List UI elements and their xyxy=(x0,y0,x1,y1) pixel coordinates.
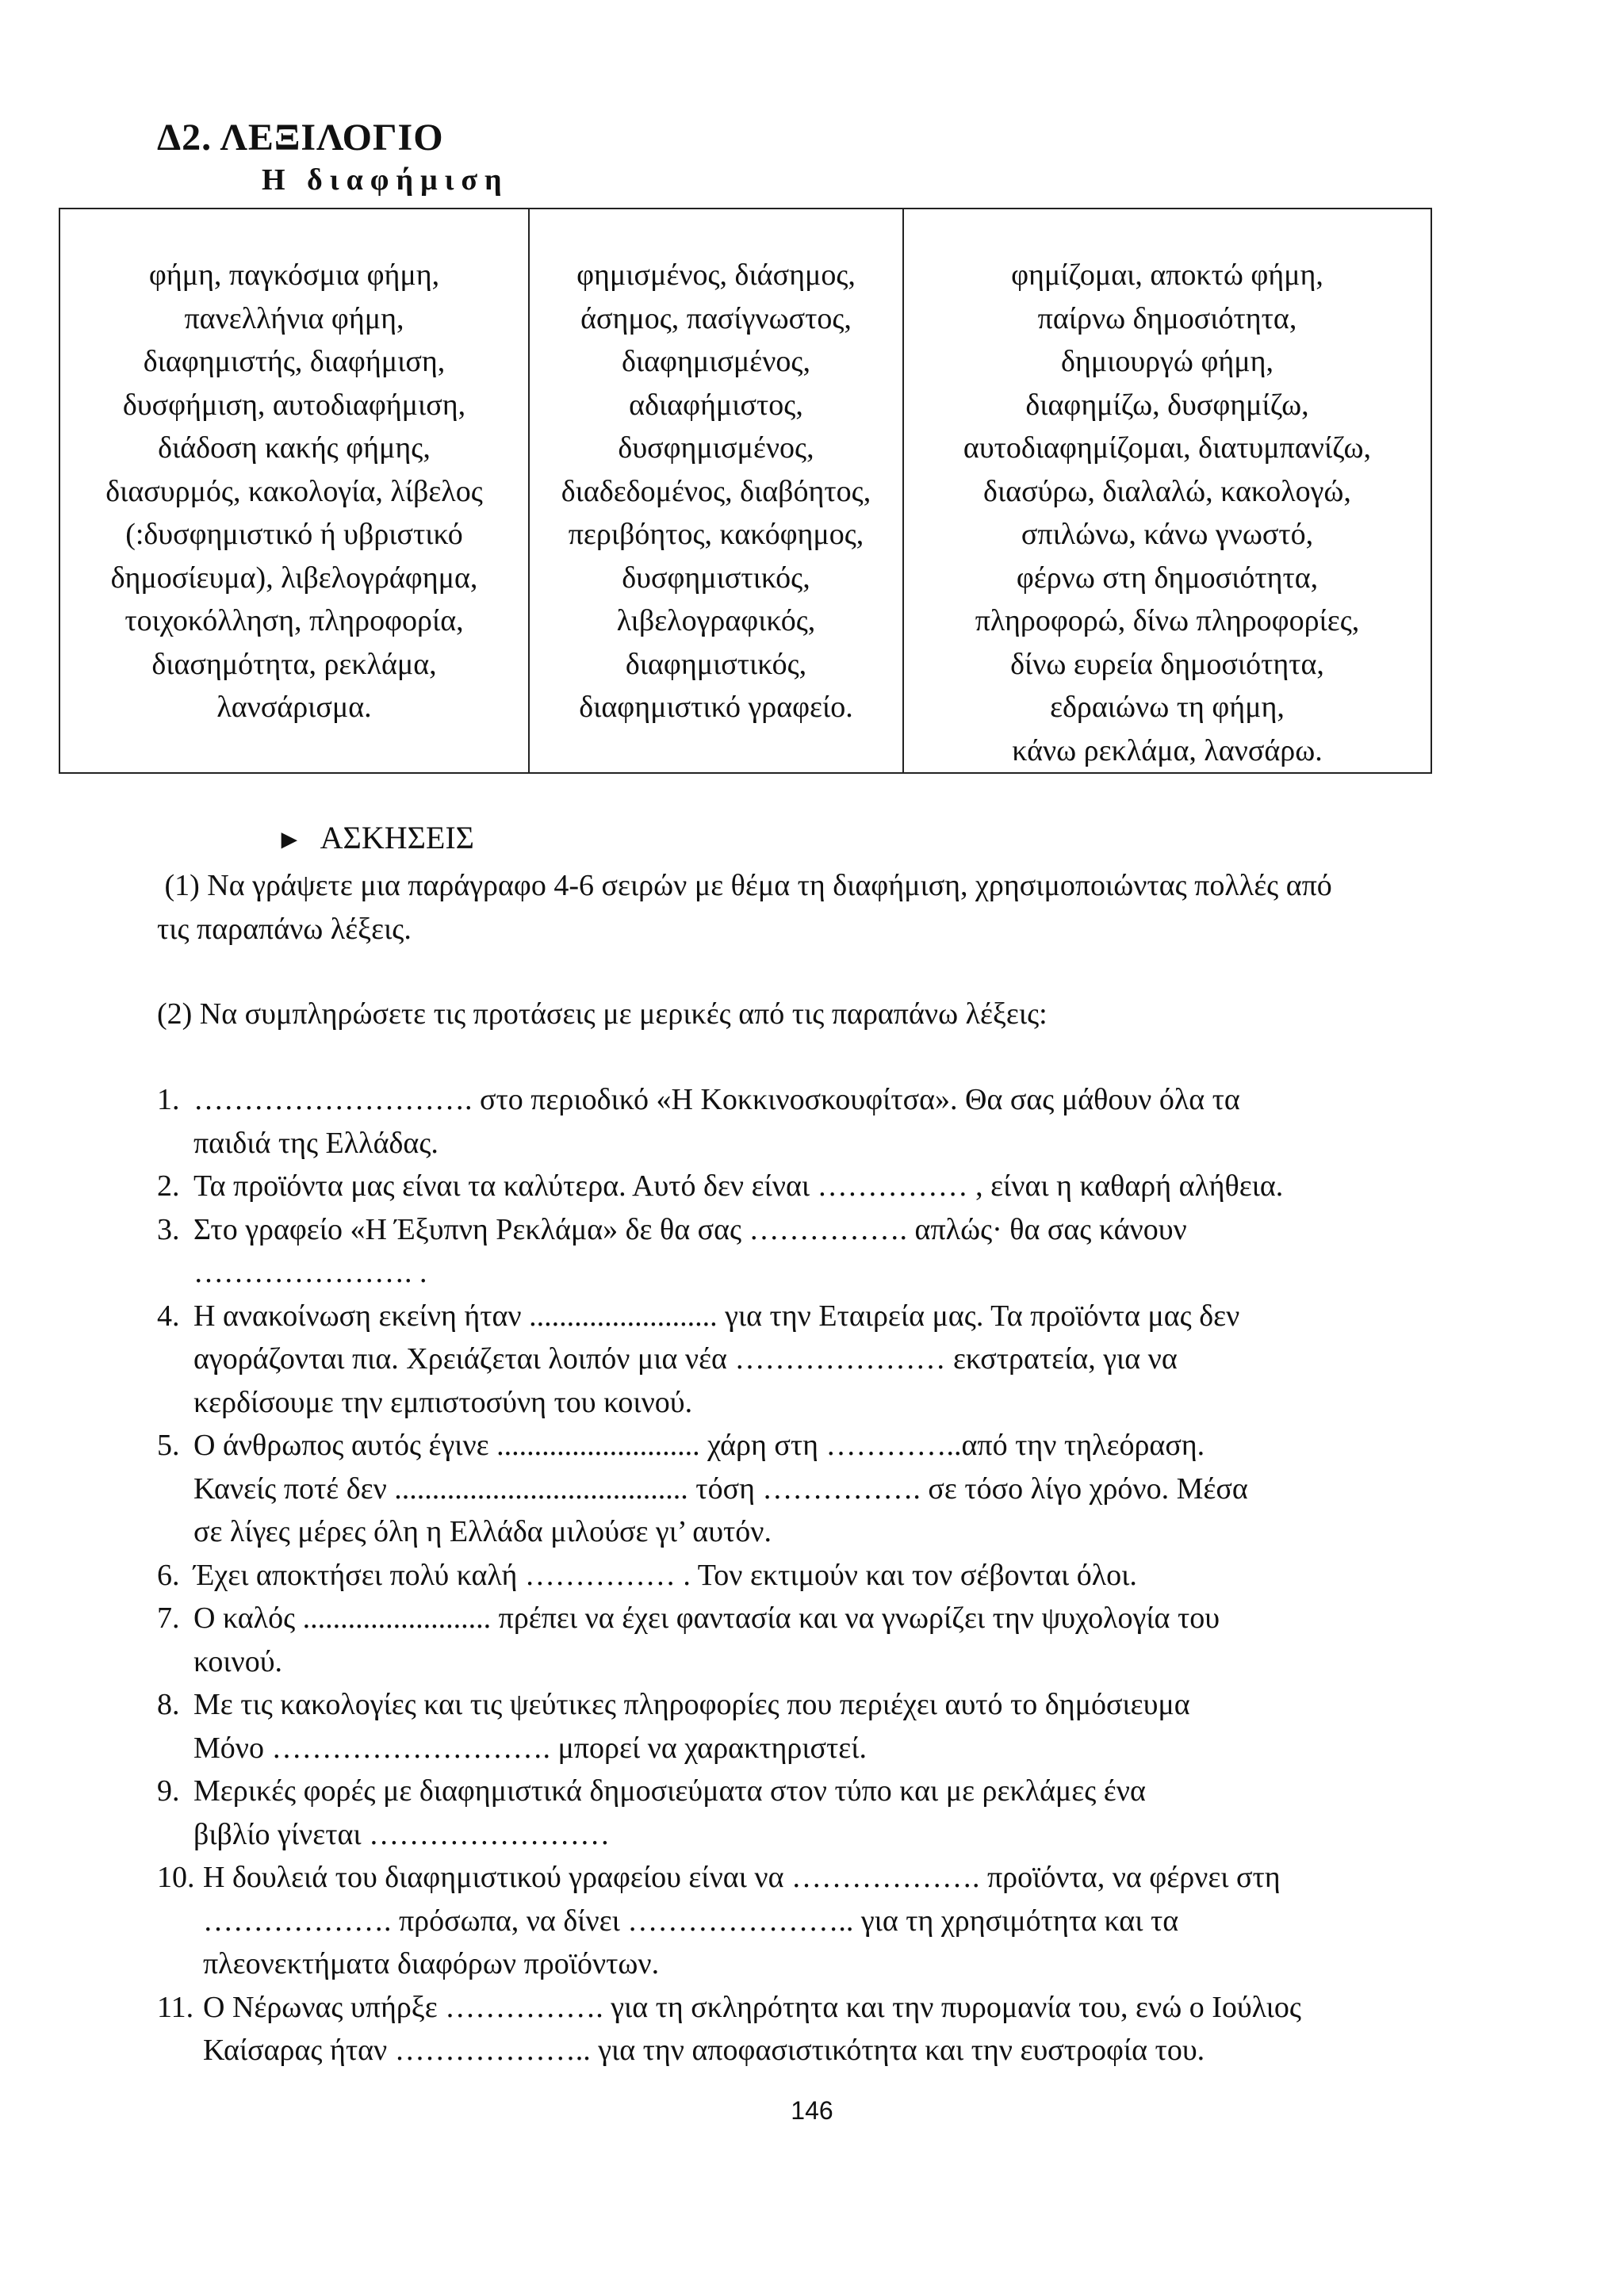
exercise-item-line: Η ανακοίνωση εκείνη ήταν ......................... για την Εταιρεία μας. Τα προϊόντα μας δεν xyxy=(193,1299,1240,1333)
section-heading: Δ2. ΛΕΞΙΛΟΓΙΟ xyxy=(157,117,444,159)
exercise-item-line: ………………………. στο περιοδικό «Η Κοκκινοσκουφίτσα». Θα σας μάθουν όλα τα xyxy=(193,1083,1240,1116)
vocabulary-line: περιβόητος, κακόφημος, xyxy=(568,518,864,551)
vocabulary-line: διασημότητα, ρεκλάμα, xyxy=(151,647,437,681)
exercise-item xyxy=(157,1683,1434,1770)
vocabulary-line: αδιαφήμιστος, xyxy=(629,388,803,422)
triangle-bullet-icon: ► xyxy=(276,825,303,855)
vocabulary-line: κάνω ρεκλάμα, λανσάρω. xyxy=(1012,733,1323,767)
vocabulary-table xyxy=(59,208,1432,774)
exercise-1 xyxy=(157,864,1434,951)
exercise-item-line: Ο άνθρωπος αυτός έγινε ........................... χάρη στη …………..από την τηλεόραση. xyxy=(193,1429,1205,1462)
exercise-item-line: …………………. . xyxy=(193,1256,427,1289)
exercise-item-line: Ο Νέρωνας υπήρξε ……………. για τη σκληρότητα και την πυρομανία του, ενώ ο Ιούλιος xyxy=(203,1990,1301,2024)
exercise-item-line: Κανείς ποτέ δεν ....................................... τόση ……………. σε τόσο λίγο χρόνο. Μέσα xyxy=(193,1471,1248,1506)
exercise-item-number: 9. xyxy=(157,1774,180,1808)
exercise-item-line: Έχει αποκτήσει πολύ καλή …………… . Τον εκτιμούν και τον σέβονται όλοι. xyxy=(193,1558,1137,1592)
exercise-item-line: Στο γραφείο «Η Έξυπνη Ρεκλάμα» δε θα σας ……………. απλώς· θα σας κάνουν xyxy=(193,1212,1187,1246)
exercise-item-number: 6. xyxy=(157,1558,180,1592)
exercise-item-number: 7. xyxy=(157,1601,180,1635)
exercise-item-line: πλεονεκτήματα διαφόρων προϊόντων. xyxy=(203,1947,660,1980)
vocabulary-line: διαφημισμένος, xyxy=(622,345,810,378)
exercise-item xyxy=(157,1554,1434,1598)
vocabulary-line: διασυρμός, κακολογία, λίβελος xyxy=(105,474,483,508)
exercise-item-line: Η δουλειά του διαφημιστικού γραφείου είναι να ………………. προϊόντα, να φέρνει στη xyxy=(203,1861,1281,1894)
vocabulary-line: διαφημιστικό γραφείο. xyxy=(579,691,853,724)
exercise-item-line: Μερικές φορές με διαφημιστικά δημοσιεύματα στον τύπο και με ρεκλάμες ένα xyxy=(193,1774,1146,1808)
exercise-item-line: Με τις κακολογίες και τις ψεύτικες πληροφορίες που περιέχει αυτό το δημόσιευμα xyxy=(193,1688,1190,1721)
exercise-item-number: 1. xyxy=(157,1083,180,1116)
exercises-title-text: ΑΣΚΗΣΕΙΣ xyxy=(320,820,474,855)
exercise-item-line: κοινού. xyxy=(193,1644,283,1678)
exercise-item-number: 4. xyxy=(157,1299,180,1333)
exercise-item-line: ………………. πρόσωπα, να δίνει ………………….. για τη χρησιμότητα και τα xyxy=(203,1904,1179,1938)
vocabulary-line: δυσφήμιση, αυτοδιαφήμιση, xyxy=(122,388,466,422)
vocabulary-line: άσημος, πασίγνωστος, xyxy=(580,301,852,335)
exercise-item xyxy=(157,1856,1434,1986)
vocabulary-verbs-column xyxy=(902,209,1431,772)
vocabulary-line: εδραιώνω τη φήμη, xyxy=(1050,691,1285,724)
vocabulary-adjectives-column xyxy=(528,209,902,772)
vocabulary-line: δυσφημισμένος, xyxy=(618,431,814,465)
vocabulary-line: διάδοση κακής φήμης, xyxy=(158,431,431,465)
vocabulary-line: δυσφημιστικός, xyxy=(622,561,810,595)
vocabulary-line: παίρνω δημοσιότητα, xyxy=(1037,301,1297,335)
exercise-item-line: Καίσαρας ήταν ……………….. για την αποφασιστικότητα και την ευστροφία του. xyxy=(203,2034,1205,2067)
exercise-item-line: κερδίσουμε την εμπιστοσύνη του κοινού. xyxy=(193,1385,693,1419)
vocabulary-nouns-column xyxy=(60,209,528,772)
exercise-item xyxy=(157,1770,1434,1856)
exercise-item-line: σε λίγες μέρες όλη η Ελλάδα μιλούσε γι’ αυτόν. xyxy=(193,1515,772,1548)
exercise-item xyxy=(157,1078,1434,1165)
vocabulary-line: διασύρω, διαλαλώ, κακολογώ, xyxy=(983,474,1351,508)
exercise-item-line: Ο καλός ......................... πρέπει να έχει φαντασία και να γνωρίζει την ψυχολογία του xyxy=(193,1601,1220,1635)
exercises-title xyxy=(276,817,474,862)
section-subheading: Η διαφήμιση xyxy=(262,163,509,197)
exercise-1-line: τις παραπάνω λέξεις. xyxy=(157,912,412,946)
vocabulary-line: πανελλήνια φήμη, xyxy=(184,301,404,335)
exercise-1-line: (1) Να γράψετε μια παράγραφο 4-6 σειρών με θέμα τη διαφήμιση, χρησιμοποιώντας πολλές από xyxy=(157,869,1332,902)
exercise-2-instruction: (2) Να συμπληρώσετε τις προτάσεις με μερικές από τις παραπάνω λέξεις: xyxy=(157,997,1048,1031)
vocabulary-line: διαφημιστής, διαφήμιση, xyxy=(143,345,446,378)
vocabulary-line: δημοσίευμα), λιβελογράφημα, xyxy=(110,561,478,595)
page-number: 146 xyxy=(791,2096,833,2125)
vocabulary-line: δημιουργώ φήμη, xyxy=(1060,345,1274,378)
exercise-2-items xyxy=(157,1078,1434,2072)
exercise-item-number: 5. xyxy=(157,1429,180,1462)
exercise-item xyxy=(157,1295,1434,1425)
vocabulary-line: διαφημιστικός, xyxy=(625,647,807,681)
exercise-item xyxy=(157,1165,1434,1208)
vocabulary-line: διαδεδομένος, διαβόητος, xyxy=(561,474,871,508)
exercise-item-line: Τα προϊόντα μας είναι τα καλύτερα. Αυτό δεν είναι …………… , είναι η καθαρή αλήθεια. xyxy=(193,1169,1284,1203)
exercise-item xyxy=(157,1208,1434,1295)
vocabulary-line: φήμη, παγκόσμια φήμη, xyxy=(148,258,440,292)
exercise-item-line: παιδιά της Ελλάδας. xyxy=(193,1126,439,1160)
vocabulary-line: φημίζομαι, αποκτώ φήμη, xyxy=(1011,258,1323,292)
vocabulary-line: φημισμένος, διάσημος, xyxy=(576,258,856,292)
exercise-item xyxy=(157,1597,1434,1683)
exercise-item-line: αγοράζονται πια. Χρειάζεται λοιπόν μια νέα ………………… εκστρατεία, για να xyxy=(193,1342,1178,1376)
exercise-item-number: 10. xyxy=(157,1861,195,1894)
vocabulary-line: (:δυσφημιστικό ή υβριστικό xyxy=(125,518,463,551)
exercise-item-number: 2. xyxy=(157,1169,180,1203)
vocabulary-line: λιβελογραφικός, xyxy=(616,604,816,637)
exercise-item-line: βιβλίο γίνεται …………………… xyxy=(193,1817,611,1851)
vocabulary-line: σπιλώνω, κάνω γνωστό, xyxy=(1021,518,1314,551)
exercise-item xyxy=(157,1424,1434,1554)
vocabulary-line: αυτοδιαφημίζομαι, διατυμπανίζω, xyxy=(963,431,1372,465)
vocabulary-line: δίνω ευρεία δημοσιότητα, xyxy=(1010,647,1324,681)
vocabulary-line: λανσάρισμα. xyxy=(216,691,372,724)
vocabulary-line: τοιχοκόλληση, πληροφορία, xyxy=(124,604,464,637)
exercise-item xyxy=(157,1986,1434,2072)
exercise-item-line: Μόνο ………………………. μπορεί να χαρακτηριστεί. xyxy=(193,1731,867,1765)
exercise-item-number: 8. xyxy=(157,1688,180,1721)
vocabulary-line: πληροφορώ, δίνω πληροφορίες, xyxy=(975,604,1360,637)
vocabulary-line: διαφημίζω, δυσφημίζω, xyxy=(1025,388,1309,422)
exercise-item-number: 3. xyxy=(157,1212,180,1246)
vocabulary-line: φέρνω στη δημοσιότητα, xyxy=(1016,561,1319,595)
exercise-item-number: 11. xyxy=(157,1990,194,2024)
